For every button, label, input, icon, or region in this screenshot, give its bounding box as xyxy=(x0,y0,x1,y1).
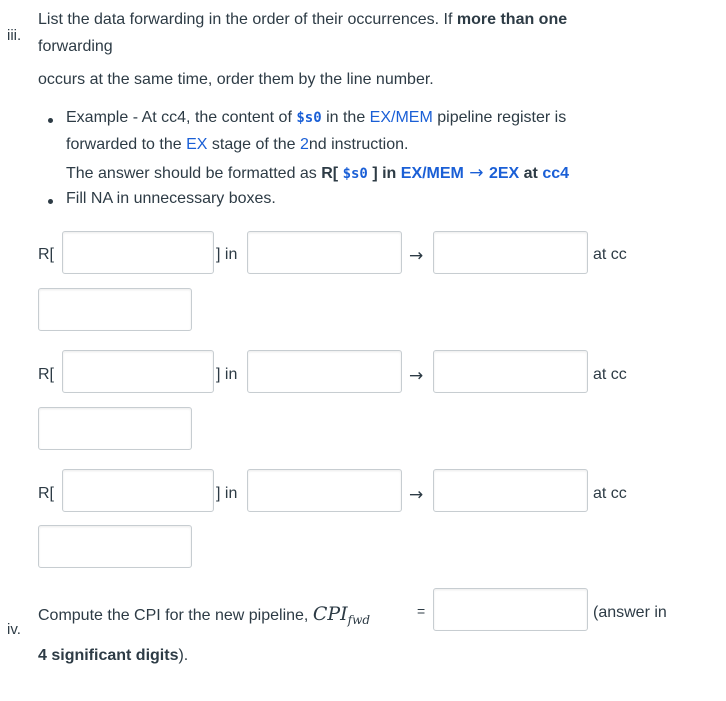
question-iii-line3: occurs at the same time, order them by the line number. xyxy=(38,71,434,88)
row2-prefix: R[ xyxy=(38,366,54,383)
row1-mid: ] in xyxy=(216,246,238,263)
bullet-dot xyxy=(48,118,53,123)
math-cpi: CPI xyxy=(312,603,348,625)
row3-register-input[interactable] xyxy=(62,469,214,512)
arrow-icon: → xyxy=(463,163,489,183)
question-iii-line1 xyxy=(38,11,567,29)
row2-mid: ] in xyxy=(216,366,238,383)
row1-suffix: at cc xyxy=(593,246,627,263)
row2-register-input[interactable] xyxy=(62,350,214,393)
bold-text: 4 significant digits xyxy=(38,647,179,664)
question-iv-suffix: (answer in xyxy=(593,604,667,621)
math-subscript: fwd xyxy=(347,613,371,628)
format-at: at xyxy=(519,165,543,182)
text: stage of the xyxy=(207,136,300,153)
row1-target-input[interactable] xyxy=(433,231,588,274)
row3-mid: ] in xyxy=(216,485,238,502)
row3-target-input[interactable] xyxy=(433,469,588,512)
stage-name: EX xyxy=(186,136,208,153)
cpi-answer-input[interactable] xyxy=(433,588,588,631)
stage-name: EX/MEM xyxy=(369,109,433,126)
question-iv-text xyxy=(38,603,370,627)
text: Compute the CPI for the new pipeline, xyxy=(38,607,313,624)
example-line3 xyxy=(66,163,569,183)
arrow-icon: → xyxy=(409,366,424,386)
text: forwarded to the xyxy=(66,136,187,153)
row3-stage-input[interactable] xyxy=(247,469,402,512)
instruction-number: 2 xyxy=(299,136,309,153)
text: nd instruction. xyxy=(308,136,409,153)
example-line2 xyxy=(66,136,408,154)
clock-cycle: cc4 xyxy=(542,165,570,182)
row1-stage-input[interactable] xyxy=(247,231,402,274)
row2-target-input[interactable] xyxy=(433,350,588,393)
text: ). xyxy=(178,647,189,664)
arrow-icon: → xyxy=(409,485,424,505)
format-r: R[ xyxy=(321,165,343,182)
text: Example - At cc4, the content of xyxy=(66,109,297,126)
row3-suffix: at cc xyxy=(593,485,627,502)
bullet2-text: Fill NA in unnecessary boxes. xyxy=(66,190,276,207)
text: The answer should be formatted as xyxy=(66,165,322,182)
equals-sign: = xyxy=(417,603,426,619)
bullet-dot xyxy=(48,199,53,204)
format-in: ] in xyxy=(367,165,401,182)
row1-cc-input[interactable] xyxy=(38,288,192,331)
question-iii-line2: forwarding xyxy=(38,38,113,55)
question-iv-line2 xyxy=(38,647,188,665)
row3-cc-input[interactable] xyxy=(38,525,192,568)
row2-stage-input[interactable] xyxy=(247,350,402,393)
row2-suffix: at cc xyxy=(593,366,627,383)
text: in the xyxy=(321,109,370,126)
row1-register-input[interactable] xyxy=(62,231,214,274)
row2-cc-input[interactable] xyxy=(38,407,192,450)
arrow-icon: → xyxy=(409,246,424,266)
example-line1 xyxy=(66,109,566,127)
question-iii-numeral: iii. xyxy=(7,27,22,44)
text: pipeline register is xyxy=(432,109,567,126)
line1-bold: more than one xyxy=(456,11,568,28)
line1-text: List the data forwarding in the order of their occurrences. If xyxy=(38,11,457,28)
stage-name: EX/MEM xyxy=(400,165,464,182)
register-code: $s0 xyxy=(342,166,368,182)
question-iv-numeral: iv. xyxy=(7,621,21,638)
row1-prefix: R[ xyxy=(38,246,54,263)
register-code: $s0 xyxy=(296,110,322,126)
target-stage: 2EX xyxy=(488,165,520,182)
row3-prefix: R[ xyxy=(38,485,54,502)
